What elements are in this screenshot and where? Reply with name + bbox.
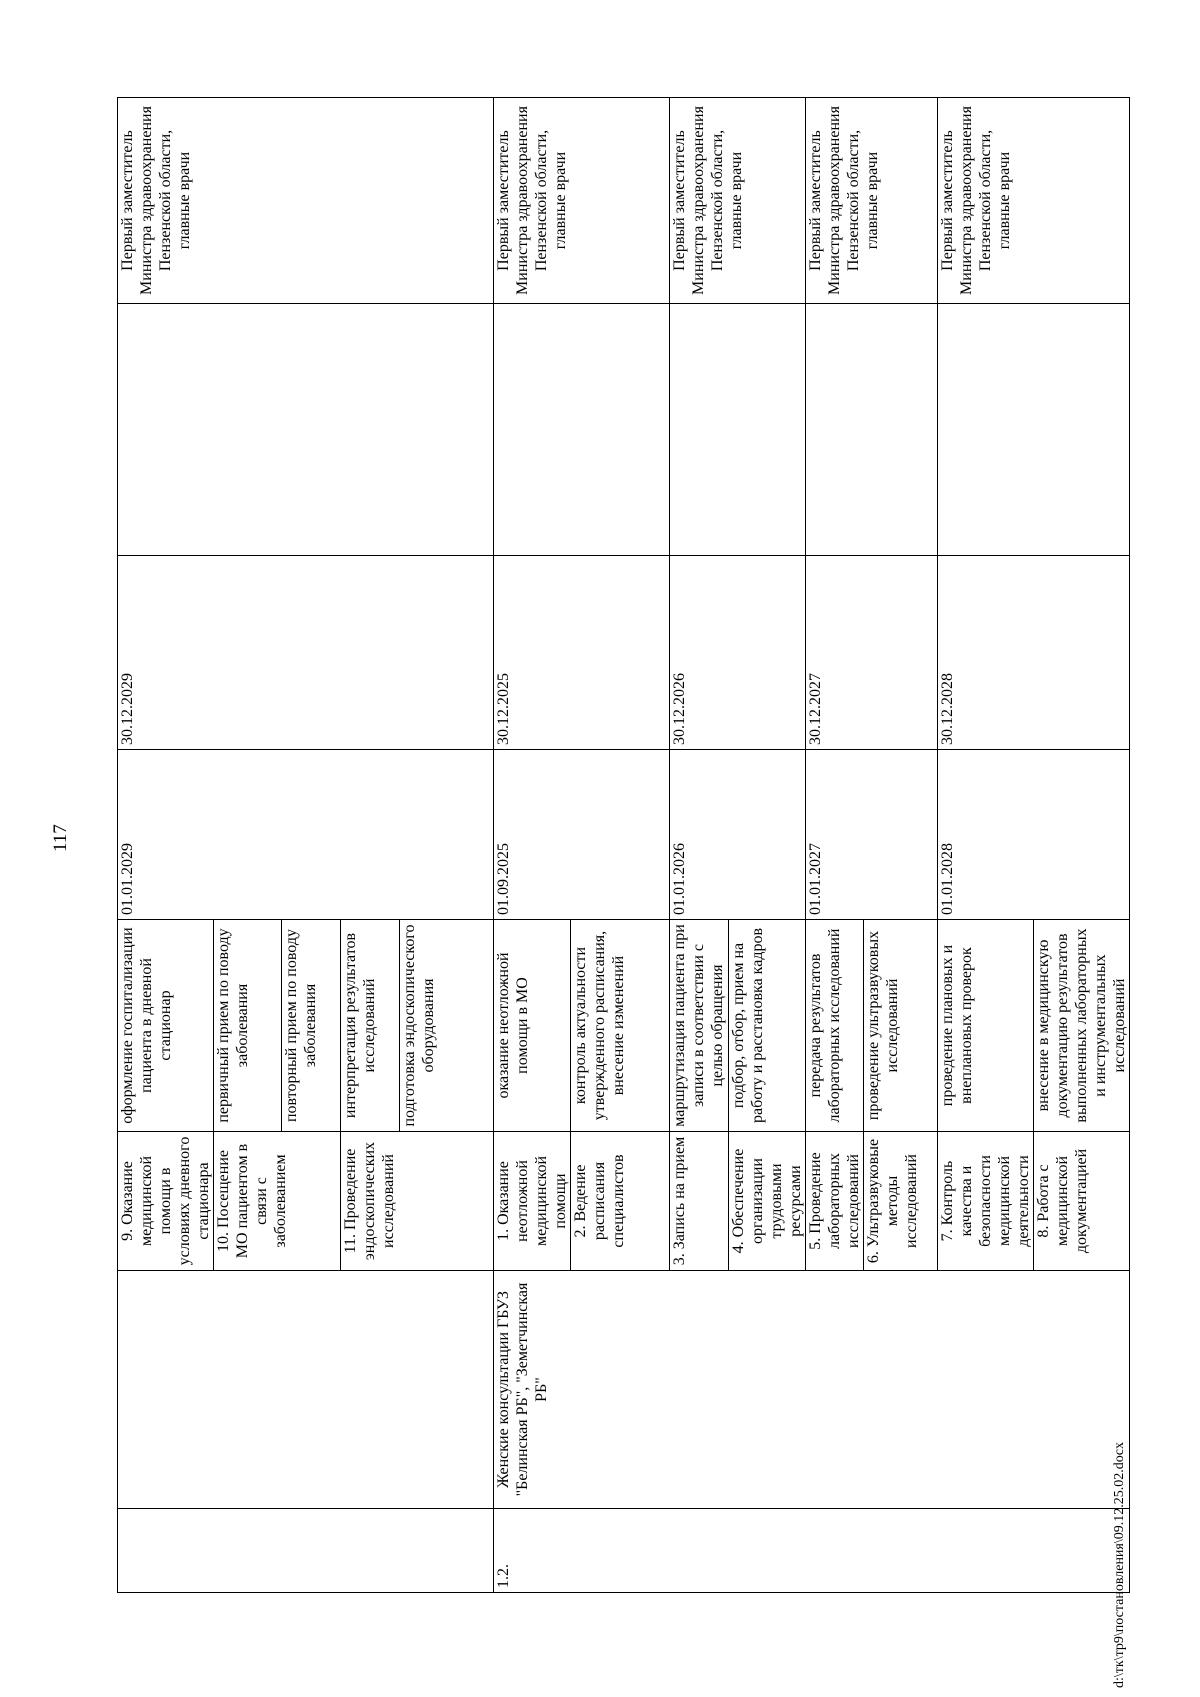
step-cell: первичный прием по поводу заболевания (214, 920, 282, 1132)
organization-cell: Женские консультации ГБУЗ "Белинская РБ", "Земетчинская РБ" (494, 1271, 1130, 1509)
process-cell: 9. Оказание медицинской помощи в условиях дневного стационара (118, 1132, 214, 1271)
step-cell: проведение плановых и внеплановых проверок (938, 920, 1034, 1132)
step-cell: внесение в медицинскую документацию результатов выполненных лабораторных и инструментальных исследований (1034, 920, 1130, 1132)
step-cell: передача результатов лабораторных исследований (806, 920, 864, 1132)
start-date-cell: 01.01.2029 (118, 750, 494, 920)
empty-cell (806, 304, 938, 556)
process-cell: 7. Контроль качества и безопасности медицинской деятельности (938, 1132, 1034, 1271)
table-row (494, 98, 571, 1593)
end-date-cell: 30.12.2027 (806, 556, 938, 750)
step-cell: проведение ультразвуковых исследований (864, 920, 938, 1132)
process-cell: 10. Посещение МО пациентом в связи с заболеванием (214, 1132, 341, 1271)
empty-cell (670, 304, 806, 556)
step-cell: оформление госпитализации пациента в дневной стационар (118, 920, 214, 1132)
responsible-cell: Первый заместитель Министра здравоохранения Пензенской области, главные врачи (118, 98, 494, 304)
start-date-cell: 01.09.2025 (494, 750, 670, 920)
start-date-cell: 01.01.2026 (670, 750, 806, 920)
responsible-cell: Первый заместитель Министра здравоохранения Пензенской области, главные врачи (806, 98, 938, 304)
process-cell: 8. Работа с медицинской документацией (1034, 1132, 1130, 1271)
process-cell: 3. Запись на прием (670, 1132, 729, 1271)
process-cell: 11. Проведение эндоскопических исследований (341, 1132, 494, 1271)
step-cell: подбор, отбор, прием на работу и расстановка кадров (729, 920, 806, 1132)
responsible-cell: Первый заместитель Министра здравоохранения Пензенской области, главные врачи (938, 98, 1130, 304)
end-date-cell: 30.12.2025 (494, 556, 670, 750)
step-cell: контроль актуальности утвержденного расписания, внесение изменений (571, 920, 670, 1132)
row-number-cell: 1.2. (494, 1509, 1130, 1593)
start-date-cell: 01.01.2027 (806, 750, 938, 920)
plan-table (117, 97, 1130, 1593)
responsible-cell: Первый заместитель Министра здравоохранения Пензенской области, главные врачи (494, 98, 670, 304)
empty-cell (118, 304, 494, 556)
step-cell: оказание неотложной помощи в МО (494, 920, 571, 1132)
organization-cell (118, 1271, 494, 1509)
step-cell: подготовка эндоскопического оборудования (400, 920, 494, 1132)
step-cell: повторный прием по поводу заболевания (282, 920, 341, 1132)
end-date-cell: 30.12.2028 (938, 556, 1130, 750)
step-cell: интерпретация результатов исследований (341, 920, 400, 1132)
process-cell: 5. Проведение лабораторных исследований (806, 1132, 864, 1271)
table-row (118, 98, 214, 1593)
responsible-cell: Первый заместитель Министра здравоохранения Пензенской области, главные врачи (670, 98, 806, 304)
footer-file-path: d:\тк\тр9\постановления\09.12.25.02.docx (1112, 1442, 1127, 1688)
empty-cell (494, 304, 670, 556)
process-cell: 6. Ультразвуковые методы исследований (864, 1132, 938, 1271)
step-cell: маршрутизация пациента при записи в соответствии с целью обращения (670, 920, 729, 1132)
end-date-cell: 30.12.2029 (118, 556, 494, 750)
empty-cell (938, 304, 1130, 556)
start-date-cell: 01.01.2028 (938, 750, 1130, 920)
process-cell: 2. Ведение расписания специалистов (571, 1132, 670, 1271)
process-cell: 4. Обеспечение организации трудовыми ресурсами (729, 1132, 806, 1271)
process-cell: 1. Оказание неотложной медицинской помощи (494, 1132, 571, 1271)
row-number-cell (118, 1509, 494, 1593)
page-number: 117 (50, 824, 71, 852)
end-date-cell: 30.12.2026 (670, 556, 806, 750)
